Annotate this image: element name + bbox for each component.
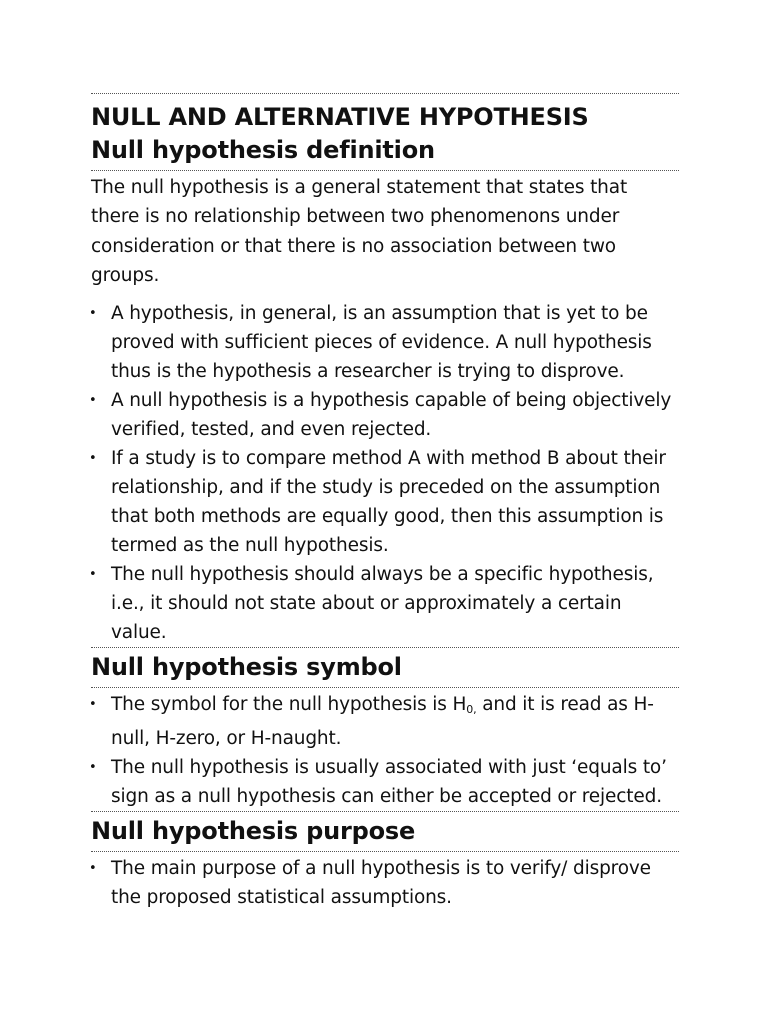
list-item xyxy=(91,444,679,560)
list-item xyxy=(91,753,679,811)
bullet-icon: • xyxy=(89,393,97,409)
divider xyxy=(91,851,679,852)
list-item xyxy=(91,690,679,753)
list-item-text: The null hypothesis should always be a specific hypothesis, i.e., it should not state about or approximately a certain value. xyxy=(111,564,654,644)
list-item xyxy=(91,386,679,444)
list-item xyxy=(91,299,679,386)
bullet-icon: • xyxy=(89,697,97,713)
list-item-text: The null hypothesis is usually associated with just ‘equals to’ sign as a null hypothesis can either be accepted or rejected. xyxy=(111,757,667,808)
symbol-text-before: The symbol for the null hypothesis is H xyxy=(111,694,467,716)
list-item xyxy=(91,560,679,647)
symbol-bullet-list xyxy=(91,690,679,811)
divider xyxy=(91,687,679,688)
purpose-bullet-list xyxy=(91,854,679,912)
divider xyxy=(91,811,679,812)
list-item-text: A null hypothesis is a hypothesis capable of being objectively verified, tested, and even rejected. xyxy=(111,390,672,441)
section-heading-symbol: Null hypothesis symbol xyxy=(91,653,402,682)
document-page xyxy=(91,93,679,912)
document-title: NULL AND ALTERNATIVE HYPOTHESIS xyxy=(91,103,589,131)
bullet-icon: • xyxy=(89,567,97,583)
symbol-text-after: and it is read as H-null, H-zero, or H-naught. xyxy=(111,694,654,750)
list-item-text: A hypothesis, in general, is an assumption that is yet to be proved with sufficient pieces of evidence. A null hypothesis thus is the hypothesis a researcher is trying to disprove. xyxy=(111,303,652,383)
section-heading-definition: Null hypothesis definition xyxy=(91,136,435,164)
section-heading-purpose: Null hypothesis purpose xyxy=(91,817,416,846)
bullet-icon: • xyxy=(89,306,97,322)
bullet-icon: • xyxy=(89,451,97,467)
list-item-text: If a study is to compare method A with method B about their relationship, and if the study is preceded on the assumption that both methods are equally good, then this assumption is termed as the null hypothesis. xyxy=(111,448,666,557)
definition-paragraph: The null hypothesis is a general statement that states that there is no relationship between two phenomenons under consideration or that there is no association between two groups. xyxy=(91,177,628,286)
definition-bullet-list xyxy=(91,299,679,647)
divider xyxy=(91,93,679,94)
bullet-icon: • xyxy=(89,861,97,877)
list-item xyxy=(91,854,679,912)
divider xyxy=(91,170,679,171)
symbol-subscript: 0, xyxy=(466,703,477,717)
list-item-text: The main purpose of a null hypothesis is to verify/ disprove the proposed statistical assumptions. xyxy=(111,858,651,909)
bullet-icon: • xyxy=(89,760,97,776)
divider xyxy=(91,647,679,648)
